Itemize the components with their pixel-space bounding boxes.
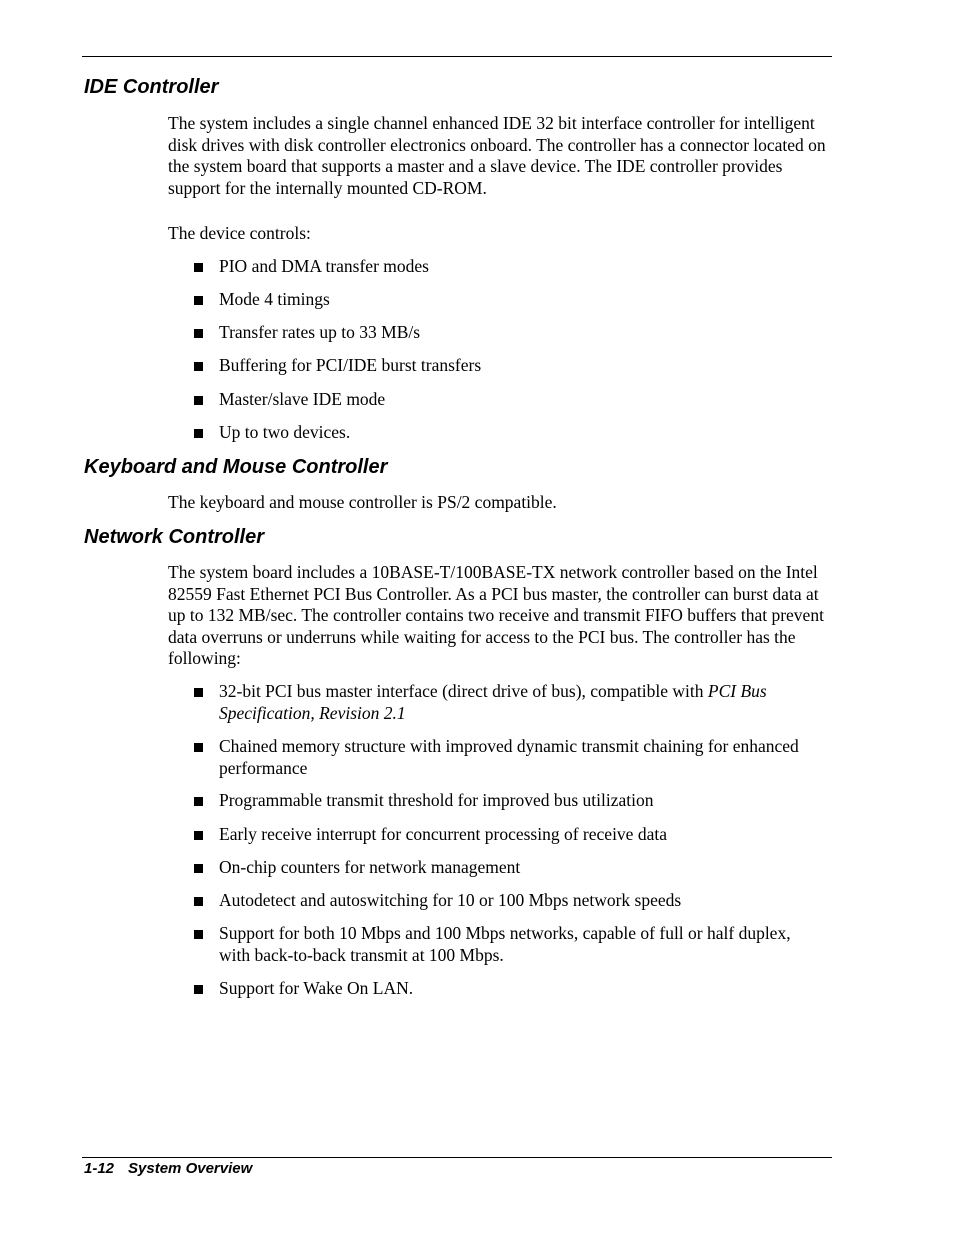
square-bullet-icon — [194, 797, 203, 806]
page-number: 1-12 — [84, 1160, 115, 1177]
square-bullet-icon — [194, 930, 203, 939]
ide-intro-paragraph: The system includes a single channel enhanced IDE 32 bit interface controller for intelligent disk drives with disk controller electronics onboard. The controller has a connector located on the system board that supports a master and a slave device. The IDE controller provides support for the internally mounted CD-ROM. — [168, 113, 826, 198]
network-bullet-item — [194, 824, 814, 846]
bullet-text: Buffering for PCI/IDE burst transfers — [219, 355, 482, 375]
footer-section-title: System Overview — [128, 1160, 253, 1177]
network-bullet-item — [194, 736, 814, 779]
bullet-text: Master/slave IDE mode — [219, 389, 386, 409]
bullet-text: PIO and DMA transfer modes — [219, 256, 429, 276]
network-intro-paragraph: The system board includes a 10BASE-T/100BASE-TX network controller based on the Intel 82559 Fast Ethernet PCI Bus Controller. As a PCI bus master, the controller can burst data at up to 132 MB/sec. The controller contains two receive and transmit FIFO buffers that prevent data overruns or underruns while waiting for access to the PCI bus. The controller has the following: — [168, 562, 824, 668]
bullet-text: Support for both 10 Mbps and 100 Mbps networks, capable of full or half duplex, with back-to-back transmit at 100 Mbps. — [219, 923, 791, 965]
bullet-text: Transfer rates up to 33 MB/s — [219, 322, 421, 342]
bullet-text: Up to two devices. — [219, 422, 351, 442]
network-bullet-item — [194, 890, 814, 912]
bullet-text: Programmable transmit threshold for improved bus utilization — [219, 790, 654, 810]
square-bullet-icon — [194, 396, 203, 405]
square-bullet-icon — [194, 263, 203, 272]
ide-bullet-item — [194, 355, 814, 377]
bullet-text: On-chip counters for network management — [219, 857, 521, 877]
bullet-text: Support for Wake On LAN. — [219, 978, 414, 998]
square-bullet-icon — [194, 329, 203, 338]
square-bullet-icon — [194, 864, 203, 873]
bullet-text: Mode 4 timings — [219, 289, 330, 309]
bullet-text-italic-reference: PCI Bus Specification, Revision 2.1 — [219, 681, 767, 723]
network-controller-heading: Network Controller — [84, 526, 265, 548]
ide-bullet-item — [194, 322, 814, 344]
ide-bullet-item — [194, 422, 814, 444]
square-bullet-icon — [194, 743, 203, 752]
square-bullet-icon — [194, 897, 203, 906]
bullet-text: Chained memory structure with improved dynamic transmit chaining for enhanced performance — [219, 736, 799, 778]
bullet-text-plain: 32-bit PCI bus master interface (direct drive of bus), compatible with — [219, 681, 708, 701]
bullet-text — [194, 681, 814, 724]
bullet-text: Early receive interrupt for concurrent processing of receive data — [219, 824, 667, 844]
square-bullet-icon — [194, 296, 203, 305]
ide-bullet-item — [194, 389, 814, 411]
square-bullet-icon — [194, 688, 203, 697]
square-bullet-icon — [194, 429, 203, 438]
network-bullet-item — [194, 857, 814, 879]
ide-bullet-item — [194, 289, 814, 311]
header-rule — [82, 56, 832, 57]
ide-bullet-item — [194, 256, 814, 278]
page-footer — [84, 1159, 252, 1179]
square-bullet-icon — [194, 362, 203, 371]
network-bullet-item — [194, 978, 814, 1000]
network-bullet-item — [194, 790, 814, 812]
ide-device-controls-lead: The device controls: — [168, 223, 311, 243]
network-bullet-item — [194, 923, 814, 966]
square-bullet-icon — [194, 985, 203, 994]
square-bullet-icon — [194, 831, 203, 840]
keyboard-mouse-paragraph: The keyboard and mouse controller is PS/2 compatible. — [168, 492, 557, 512]
footer-rule — [82, 1157, 832, 1158]
ide-controller-heading: IDE Controller — [84, 76, 219, 98]
bullet-text: Autodetect and autoswitching for 10 or 100 Mbps network speeds — [219, 890, 682, 910]
network-bullet-item — [194, 681, 814, 724]
keyboard-mouse-controller-heading: Keyboard and Mouse Controller — [84, 456, 388, 478]
